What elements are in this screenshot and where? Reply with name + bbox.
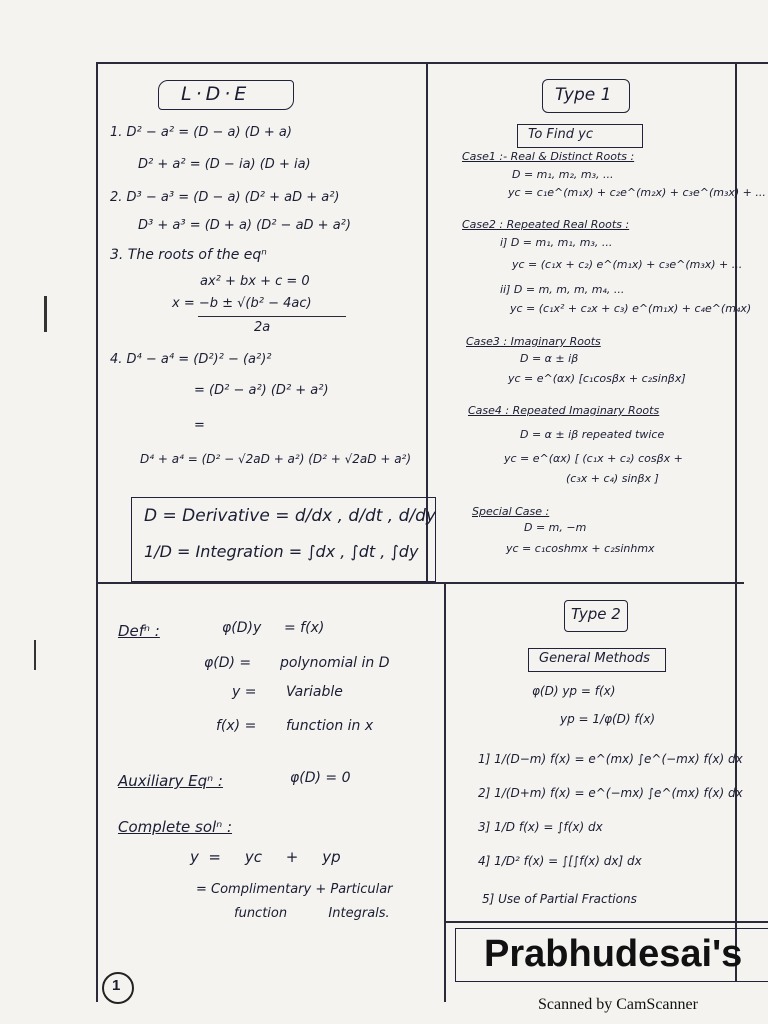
type2-title-box xyxy=(564,600,628,632)
type2-title: Type 2 xyxy=(571,605,621,623)
frame-middle-line-lower xyxy=(444,582,446,1002)
aux-value: φ(D) = 0 xyxy=(290,770,351,786)
cf-label: = Complimentary + Particular xyxy=(196,882,393,897)
special-case-line-2: yc = c₁coshmx + c₂sinhmx xyxy=(506,542,655,555)
case3-line-2: yc = e^(αx) [c₁cosβx + c₂sinβx] xyxy=(508,372,686,385)
case2-heading: Case2 : Repeated Real Roots : xyxy=(462,218,630,231)
lde-title: L·D·E xyxy=(181,83,251,105)
case2-line-3: ii] D = m, m, m, m₄, ... xyxy=(500,283,625,296)
fraction-bar xyxy=(198,316,346,317)
special-case-heading: Special Case : xyxy=(472,505,550,518)
brand-top-line xyxy=(444,921,768,923)
type2-line-3: 1] 1/(D−m) f(x) = e^(mx) ∫e^(−mx) f(x) dx xyxy=(478,752,743,766)
margin-mark xyxy=(44,296,47,332)
type1-subtitle: To Find yc xyxy=(528,127,593,142)
case3-heading: Case3 : Imaginary Roots xyxy=(466,335,601,348)
case4-heading: Case4 : Repeated Imaginary Roots xyxy=(468,404,660,417)
lde-item-3-numerator: x = −b ± √(b² − 4ac) xyxy=(172,296,312,311)
case4-line-3: (c₃x + c₄) sinβx ] xyxy=(566,472,659,485)
cf-label-2: function Integrals. xyxy=(234,906,390,921)
derivative-line: D = Derivative = d/dx , d/dt , d/dy xyxy=(144,506,436,526)
defn-rhs-4: function in x xyxy=(286,718,374,734)
lde-item-4b: = (D² − a²) (D² + a²) xyxy=(194,383,329,398)
frame-right-line xyxy=(735,62,737,982)
defn-lhs-1: φ(D)y xyxy=(222,620,262,636)
defn-rhs-3: Variable xyxy=(286,684,343,700)
case2-line-2: yc = (c₁x + c₂) e^(m₁x) + c₃e^(m₃x) + ... xyxy=(512,258,743,271)
lde-item-2: 2. D³ − a³ = (D − a) (D² + aD + a²) xyxy=(110,190,340,205)
type1-title-box xyxy=(542,79,630,113)
type2-line-5: 3] 1/D f(x) = ∫f(x) dx xyxy=(478,820,603,834)
lde-item-3-denominator: 2a xyxy=(254,320,271,335)
frame-left-line xyxy=(96,62,98,1002)
complete-line: y = yc + yp xyxy=(190,848,341,866)
type2-line-4: 2] 1/(D+m) f(x) = e^(−mx) ∫e^(mx) f(x) dx xyxy=(478,786,743,800)
scanner-footer: Scanned by CamScanner xyxy=(538,996,698,1013)
special-case-line-1: D = m, −m xyxy=(524,521,587,534)
defn-lhs-2: φ(D) = xyxy=(204,655,252,671)
lde-item-1b: D² + a² = (D − ia) (D + ia) xyxy=(138,157,311,172)
frame-top-line xyxy=(96,62,768,64)
lde-item-4c: = xyxy=(194,418,205,433)
page-number: 1 xyxy=(112,977,121,994)
lde-item-2b: D³ + a³ = (D + a) (D² − aD + a²) xyxy=(138,218,351,233)
defn-lhs-3: y = xyxy=(232,684,257,700)
case4-line-2: yc = e^(αx) [ (c₁x + c₂) cosβx + xyxy=(504,452,683,465)
brand-box xyxy=(455,928,768,982)
aux-heading: Auxiliary Eqⁿ : xyxy=(118,772,223,790)
lde-item-1: 1. D² − a² = (D − a) (D + a) xyxy=(110,125,292,140)
integration-line: 1/D = Integration = ∫dx , ∫dt , ∫dy xyxy=(144,542,419,561)
case4-line-1: D = α ± iβ repeated twice xyxy=(520,428,665,441)
lde-item-3: 3. The roots of the eqⁿ xyxy=(110,247,267,263)
derivative-box xyxy=(131,497,436,582)
type2-line-1: φ(D) yp = f(x) xyxy=(532,684,616,698)
case1-line-1: D = m₁, m₂, m₃, ... xyxy=(512,168,614,181)
lde-item-4: 4. D⁴ − a⁴ = (D²)² − (a²)² xyxy=(110,352,272,367)
frame-right-horizontal xyxy=(434,582,744,584)
defn-lhs-4: f(x) = xyxy=(216,718,257,734)
frame-mid-horizontal xyxy=(96,582,456,584)
lde-title-box xyxy=(158,80,294,110)
defn-rhs-1: = f(x) xyxy=(284,620,325,636)
type2-line-7: 5] Use of Partial Fractions xyxy=(482,892,637,906)
type1-subtitle-box xyxy=(517,124,643,148)
type2-line-6: 4] 1/D² f(x) = ∫[∫f(x) dx] dx xyxy=(478,854,642,868)
case1-heading: Case1 :- Real & Distinct Roots : xyxy=(462,150,635,163)
lde-item-3-eq: ax² + bx + c = 0 xyxy=(200,274,310,289)
case2-line-1: i] D = m₁, m₁, m₃, ... xyxy=(500,236,613,249)
case3-line-1: D = α ± iβ xyxy=(520,352,579,365)
type1-title: Type 1 xyxy=(555,85,612,105)
lde-item-4d: D⁴ + a⁴ = (D² − √2aD + a²) (D² + √2aD + a²) xyxy=(140,452,412,466)
defn-rhs-2: polynomial in D xyxy=(280,655,390,671)
type2-subtitle: General Methods xyxy=(539,651,650,666)
defn-heading: Defⁿ : xyxy=(118,622,160,640)
case1-line-2: yc = c₁e^(m₁x) + c₂e^(m₂x) + c₃e^(m₃x) + ... xyxy=(508,186,766,199)
brand-text: Prabhudesai's xyxy=(484,933,743,975)
case2-line-4: yc = (c₁x² + c₂x + c₃) e^(m₁x) + c₄e^(m₄x) xyxy=(510,302,752,315)
complete-heading: Complete solⁿ : xyxy=(118,818,233,836)
type2-line-2: yp = 1/φ(D) f(x) xyxy=(560,712,656,726)
margin-mark xyxy=(34,640,36,670)
page-number-circle xyxy=(102,972,134,1004)
type2-subtitle-box xyxy=(528,648,666,672)
